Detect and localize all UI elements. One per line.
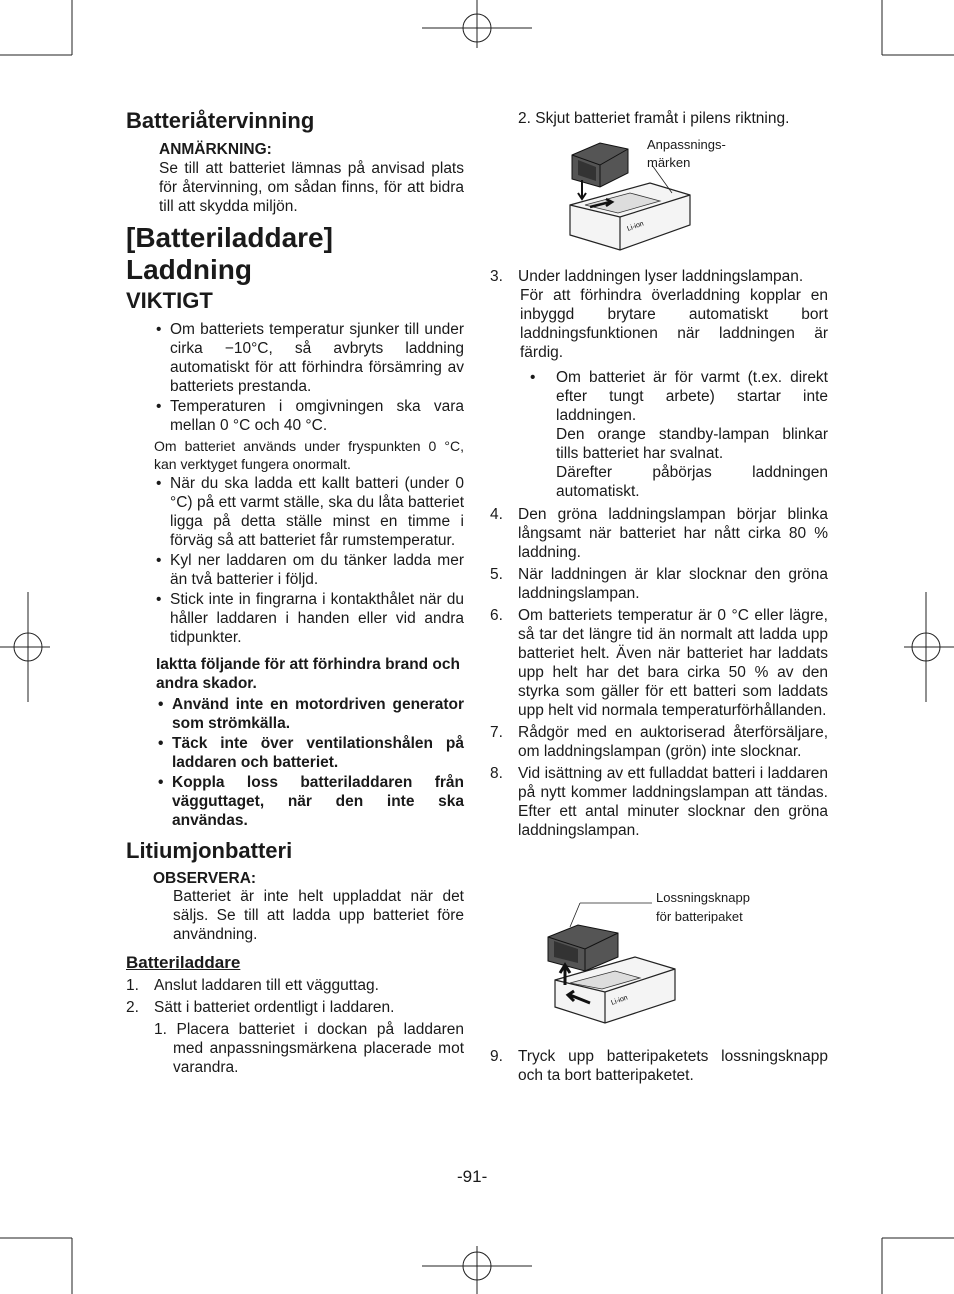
page-number: -91- [457, 1167, 488, 1186]
steps-right [490, 267, 828, 840]
steps-left [126, 976, 464, 1017]
right-column [490, 109, 828, 128]
figure1-label: Anpassnings- märken [647, 137, 726, 170]
list-item: 7. Rådgör med en auktoriserad återförsäljare, om laddningslampan (grön) inte slocknar. [490, 724, 828, 760]
step3-bullets [528, 368, 828, 501]
right-column-steps [490, 267, 828, 840]
steps-right-final [490, 1047, 828, 1085]
figure2-label: Lossningsknapp för batteripaket [656, 890, 750, 924]
list-item: 4. Den gröna laddningslampan börjar blinka långsamt när batteriet har nått cirka 80 % laddning. [490, 506, 828, 561]
list-item: • När du ska ladda ett kallt batteri (under 0 °C) på ett varmt ställe, ska du låta batteriet ligga på detta ställe minst en timme i förväg så att batteriet får rumstemperatur. [156, 475, 464, 549]
recycling-heading: Batteriåtervinning [126, 108, 315, 133]
lithium-heading: Litiumjonbatteri [126, 838, 293, 863]
list-item: 6. Om batteriets temperatur är 0 °C eller lägre, så tar det längre tid än normalt att ladda upp batteriet helt. Även när batteriet har laddats upp helt har det bara cirka 50 % av den styrka som gäller för ett batteri som laddats upp helt vid normala temperaturförhållanden. [490, 607, 828, 719]
list-item: • Täck inte över ventilationshålen på laddaren och batteriet. [158, 735, 464, 771]
recycling-note-text: Se till att batteriet lämnas på anvisad plats för återvinning, om sådan finns, för att bidra till att skydda miljön. [159, 160, 464, 215]
main-title-line1: [Batteriladdare] [126, 222, 333, 253]
charger-subheading: Batteriladdare [126, 953, 241, 972]
list-item: • Stick inte in fingrarna i kontakthålet när du håller laddaren i handen eller vid andra tidpunkter. [156, 591, 464, 646]
substep-2: 2. Skjut batteriet framåt i pilens riktning. [518, 110, 790, 127]
freeze-note: Om batteriet används under fryspunkten 0 °C, kan verktyget fungera onormalt. [154, 438, 464, 472]
warning-list [156, 695, 464, 830]
svg-text:Li-ion: Li-ion [626, 220, 645, 233]
list-item: 5. När laddningen är klar slocknar den gröna laddningslampan. [490, 566, 828, 602]
list-item: • Om batteriet är för varmt (t.ex. direkt efter tungt arbete) startar inte laddningen. Den orange standby-lampan blinkar tills batteriet har svalnat. Därefter påbörjas laddningen automatiskt. [530, 369, 828, 500]
list-item: • Kyl ner laddaren om du tänker ladda mer än två batterier i följd. [156, 552, 464, 588]
list-item: 9. Tryck upp batteripaketets lossningsknapp och ta bort batteripaketet. [490, 1048, 828, 1084]
svg-text:Li-ion: Li-ion [610, 994, 629, 1007]
list-item: • Om batteriets temperatur sjunker till under cirka −10°C, så avbryts laddning automatiskt för att förhindra försämring av batteriets prestanda. [156, 321, 464, 395]
list-item: • Använd inte en motordriven generator som strömkälla. [158, 696, 464, 732]
list-item: • Koppla loss batteriladdaren från vägguttaget, när den inte ska användas. [158, 774, 464, 829]
observe-title: OBSERVERA: [153, 870, 257, 887]
list-item: 8. Vid isättning av ett fulladdat batteri i laddaren på nytt kommer laddningslampan att tändas. Efter ett antal minuter slocknar den gröna laddningslampan. [490, 765, 828, 839]
important-list [154, 320, 464, 647]
step3-detail: För att förhindra överladdning kopplar en inbyggd brytare automatiskt bort laddningsfunktionen när laddningen är färdig. [520, 287, 828, 361]
warning-intro: Iaktta följande för att förhindra brand och andra skador. [156, 656, 460, 692]
main-title-line2: Laddning [126, 254, 252, 285]
step-9 [490, 1047, 828, 1085]
list-item: 2. Sätt i batteriet ordentligt i laddaren. [126, 999, 395, 1016]
observe-text: Batteriet är inte helt uppladdat när det säljs. Se till att ladda upp batteriet före användning. [173, 888, 464, 943]
recycling-note-title: ANMÄRKNING: [159, 141, 272, 158]
list-item: • Temperaturen i omgivningen ska vara mellan 0 °C och 40 °C. Om batteriet används under fryspunkten 0 °C, kan verktyget fungera onormalt. [154, 398, 464, 472]
list-item: 1. Anslut laddaren till ett vägguttag. [126, 977, 379, 994]
important-heading: VIKTIGT [126, 288, 213, 313]
list-item: 3. Under laddningen lyser laddningslampan. För att förhindra överladdning kopplar en inbyggd brytare automatiskt bort laddningsfunktionen när laddningen är färdig. • Om batteriet är för varmt (t.ex. direkt efter tungt arbete) startar inte laddningen. Den orange standby-lampan blinkar tills batteriet har svalnat. Därefter påbörjas laddningen automatiskt. [490, 268, 828, 500]
left-column [126, 108, 464, 1077]
substep-1: 1. Placera batteriet i dockan på laddaren med anpassningsmärkena placerade mot varandra. [154, 1021, 464, 1076]
